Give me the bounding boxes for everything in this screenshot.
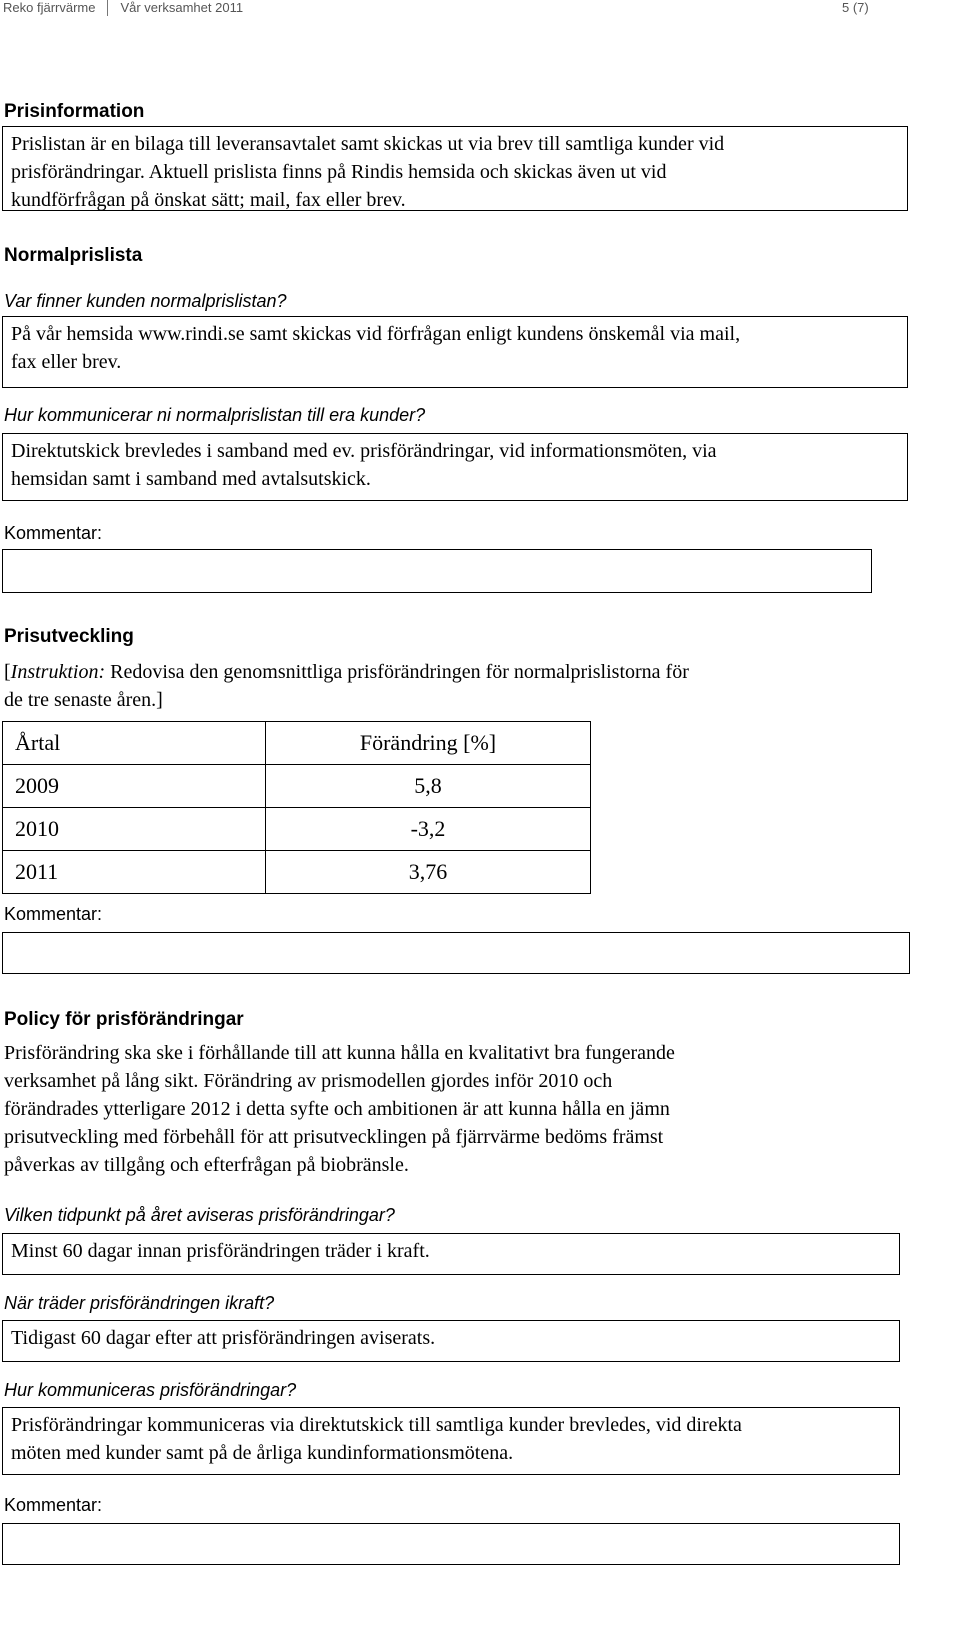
- policy-body-text: [4, 1039, 904, 1179]
- table-header-row: [3, 722, 591, 765]
- answer-hur-kommuniceras[interactable]: [2, 1407, 900, 1475]
- table-cell-change: 5,8: [266, 765, 591, 808]
- table-cell-year: 2010: [3, 808, 266, 851]
- question-var-finner: Var finner kunden normalprislistan?: [4, 291, 287, 311]
- prisinformation-line-3: kundförfrågan på önskat sätt; mail, fax eller brev.: [11, 189, 406, 211]
- policy-line-2: verksamhet på lång sikt. Förändring av prismodellen gjordes inför 2010 och: [4, 1070, 613, 1092]
- instruction-line-1: Redovisa den genomsnittliga prisförändringen för normalprislistorna för: [105, 661, 689, 683]
- answer-vilken-tidpunkt[interactable]: Minst 60 dagar innan prisförändringen träder i kraft.: [2, 1233, 900, 1275]
- table-row: [3, 808, 591, 851]
- section-title-prisutveckling: Prisutveckling: [4, 626, 134, 647]
- question-hur-kommunicerar: Hur kommunicerar ni normalprislistan till era kunder?: [4, 405, 426, 425]
- comment-label-normalprislista: Kommentar:: [4, 523, 103, 543]
- section-title-prisinformation: Prisinformation: [4, 101, 145, 122]
- policy-line-3: förändrades ytterligare 2012 i detta syfte och ambitionen är att kunna hålla en jämn: [4, 1098, 670, 1120]
- answer-hur-kommunicerar-line-2: hemsidan samt i samband med avtalsutskick.: [11, 468, 371, 490]
- table-row: [3, 765, 591, 808]
- answer-hur-kommunicerar-line-1: Direktutskick brevledes i samband med ev. prisförändringar, vid informationsmöten, via: [11, 440, 717, 462]
- prisinformation-line-1: Prislistan är en bilaga till leveransavtalet samt skickas ut via brev till samtliga kunder vid: [11, 133, 725, 155]
- header-divider: [107, 0, 108, 16]
- table-cell-change: -3,2: [266, 808, 591, 851]
- answer-nar-trader[interactable]: Tidigast 60 dagar efter att prisförändringen aviserats.: [2, 1320, 900, 1362]
- header-page-number: 5 (7): [842, 0, 869, 15]
- instruction-text: [4, 658, 689, 714]
- answer-var-finner-line-1: På vår hemsida www.rindi.se samt skickas vid förfrågan enligt kundens önskemål via mail,: [11, 323, 741, 345]
- table-cell-year: 2011: [3, 851, 266, 894]
- table-header-artal: Årtal: [3, 722, 266, 765]
- comment-label-prisutveckling: Kommentar:: [4, 904, 103, 924]
- policy-line-5: påverkas av tillgång och efterfrågan på biobränsle.: [4, 1154, 409, 1176]
- table-header-forandring: Förändring [%]: [266, 722, 591, 765]
- answer-hur-kommuniceras-line-2: möten med kunder samt på de årliga kundinformationsmötena.: [11, 1442, 514, 1464]
- comment-field-policy[interactable]: [2, 1523, 900, 1565]
- prisinformation-line-2: prisförändringar. Aktuell prislista finns på Rindis hemsida och skickas även ut vid: [11, 161, 667, 183]
- section-title-policy: Policy för prisförändringar: [4, 1009, 244, 1030]
- comment-label-policy: Kommentar:: [4, 1495, 103, 1515]
- prisinformation-text-box: [2, 126, 908, 211]
- table-row: [3, 851, 591, 894]
- instruction-open-bracket: [: [4, 661, 11, 683]
- answer-var-finner[interactable]: [2, 316, 908, 388]
- section-title-normalprislista: Normalprislista: [4, 245, 143, 266]
- header-left: [3, 0, 243, 16]
- instruction-line-2: de tre senaste åren.]: [4, 689, 163, 711]
- answer-var-finner-line-2: fax eller brev.: [11, 351, 122, 373]
- table-cell-change: 3,76: [266, 851, 591, 894]
- comment-field-normalprislista[interactable]: [2, 549, 872, 593]
- header-report: Vår verksamhet 2011: [120, 0, 244, 15]
- header-company: Reko fjärrvärme: [3, 0, 96, 15]
- question-nar-trader: När träder prisförändringen ikraft?: [4, 1293, 275, 1313]
- answer-hur-kommuniceras-line-1: Prisförändringar kommuniceras via direktutskick till samtliga kunder brevledes, vid direkta: [11, 1414, 742, 1436]
- policy-line-1: Prisförändring ska ske i förhållande till att kunna hålla en kvalitativt bra fungerande: [4, 1042, 675, 1064]
- question-hur-kommuniceras: Hur kommuniceras prisförändringar?: [4, 1380, 297, 1400]
- answer-hur-kommunicerar[interactable]: [2, 433, 908, 501]
- comment-field-prisutveckling[interactable]: [2, 932, 910, 974]
- policy-line-4: prisutveckling med förbehåll för att prisutvecklingen på fjärrvärme bedöms främst: [4, 1126, 664, 1148]
- page-header: [0, 0, 960, 22]
- table-cell-year: 2009: [3, 765, 266, 808]
- question-vilken-tidpunkt: Vilken tidpunkt på året aviseras prisförändringar?: [4, 1205, 395, 1225]
- instruction-label: Instruktion:: [10, 661, 106, 683]
- price-change-table: [2, 721, 591, 894]
